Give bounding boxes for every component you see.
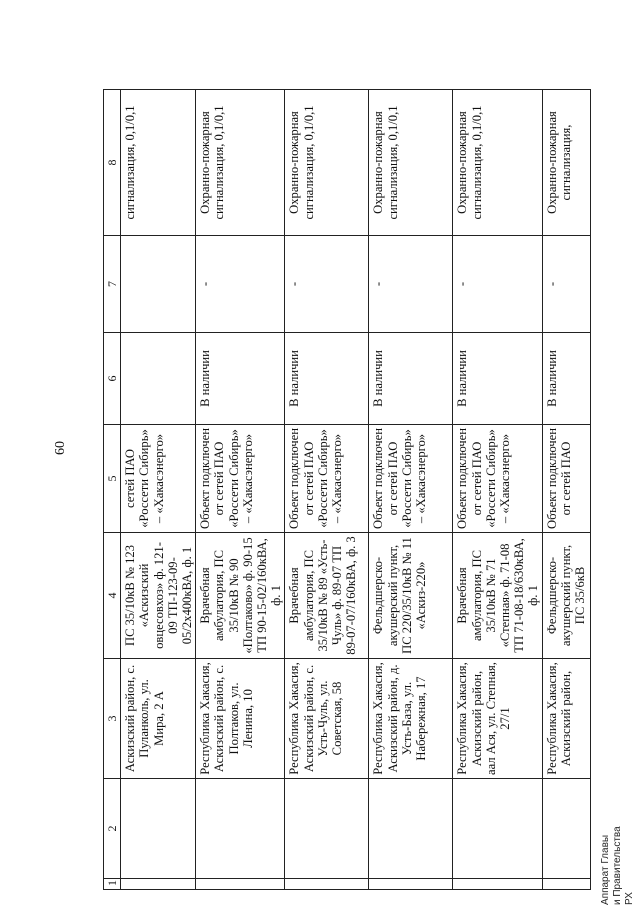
- cell-power-source: Врачебная амбулатория, ПС 35/10кВ № 90 «Полтаково» ф. 90-15 ТП 90-15-02/160кВА, ф. 1: [196, 533, 285, 659]
- cell-alarm: сигнализация, 0,1/0,1: [121, 90, 196, 236]
- table-row: [285, 90, 369, 890]
- cell-power-source: Фельдшерско-акушерский пункт, ПС 220/35/10кВ № 11 «Аскиз-220»: [369, 533, 453, 659]
- cell-connection: Объект подключен от сетей ПАО «Россети Сибирь» – «Хакасэнерго»: [196, 425, 285, 533]
- cell-alarm: Охранно-пожарная сигнализация, 0,1/0,1: [196, 90, 285, 236]
- cell-col-1: [196, 879, 285, 890]
- cell-connection: Объект подключен от сетей ПАО «Россети Сибирь» – «Хакасэнерго»: [453, 425, 542, 533]
- cell-availability: В наличии: [542, 333, 590, 425]
- cell-col-7: -: [542, 236, 590, 333]
- cell-availability: В наличии: [369, 333, 453, 425]
- header-col-5: 5: [104, 425, 121, 533]
- cell-col-2: [542, 779, 590, 879]
- cell-connection: Объект подключен от сетей ПАО «Россети Сибирь» – «Хакасэнерго»: [285, 425, 369, 533]
- page-number: 60: [53, 441, 68, 455]
- cell-connection: сетей ПАО «Россети Сибирь» – «Хакасэнерго»: [121, 425, 196, 533]
- infrastructure-table: [103, 89, 591, 890]
- header-col-8: 8: [104, 90, 121, 236]
- header-row: [104, 90, 121, 890]
- cell-address: Аскизский район, с. Пуланколь, ул. Мира, 2 А: [121, 659, 196, 779]
- cell-col-2: [369, 779, 453, 879]
- cell-power-source: Врачебная амбулатория, ПС 35/10кВ № 71 «Степная» ф. 71-08 ТП 71-08-18/630кВА, ф. 1: [453, 533, 542, 659]
- table-row: [196, 90, 285, 890]
- cell-connection: Объект подключен от сетей ПАО «Россети Сибирь» – «Хакасэнерго»: [369, 425, 453, 533]
- header-col-6: 6: [104, 333, 121, 425]
- table-row: [121, 90, 196, 890]
- header-col-7: 7: [104, 236, 121, 333]
- header-col-3: 3: [104, 659, 121, 779]
- archive-stamp: [600, 815, 635, 905]
- cell-availability: В наличии: [453, 333, 542, 425]
- cell-power-source: Фельдшерско-акушерский пункт, ПС 35/6кВ: [542, 533, 590, 659]
- cell-alarm: Охранно-пожарная сигнализация, 0,1/0,1: [285, 90, 369, 236]
- cell-col-7: -: [196, 236, 285, 333]
- cell-col-1: [121, 879, 196, 890]
- cell-address: Республика Хакасия, Аскизский район, д. Усть-База, ул. Набережная, 17: [369, 659, 453, 779]
- header-col-4: 4: [104, 533, 121, 659]
- cell-address: Республика Хакасия, Аскизский район, с. Полтаков, ул. Ленина, 10: [196, 659, 285, 779]
- cell-col-2: [121, 779, 196, 879]
- cell-col-7: -: [285, 236, 369, 333]
- cell-col-2: [453, 779, 542, 879]
- cell-power-source: Врачебная амбулатория, ПС 35/10кВ № 89 «Усть-Чуль» ф. 89-07 ТП 89-07-07/160кВА, ф. 3: [285, 533, 369, 659]
- cell-col-7: -: [453, 236, 542, 333]
- header-col-2: 2: [104, 779, 121, 879]
- cell-alarm: Охранно-пожарная сигнализация, 0,1/0,1: [369, 90, 453, 236]
- stamp-line-1: Аппарат Главы: [600, 834, 611, 905]
- table-row: [542, 90, 590, 890]
- table-stage: [103, 90, 588, 890]
- table-row: [369, 90, 453, 890]
- cell-alarm: Охранно-пожарная сигнализация,: [542, 90, 590, 236]
- cell-availability: В наличии: [196, 333, 285, 425]
- cell-availability: В наличии: [285, 333, 369, 425]
- cell-col-1: [542, 879, 590, 890]
- cell-address: Республика Хакасия, Аскизский район, аал Ася, ул. Степная, 27/1: [453, 659, 542, 779]
- stamp-line-2: и Правительства РХ: [612, 826, 635, 905]
- cell-col-1: [453, 879, 542, 890]
- cell-col-2: [285, 779, 369, 879]
- cell-power-source: ПС 35/10кВ № 123 «Аскизский овцесовхоз» ф. 121-09 ТП-123-09-05/2х400кВА, ф. 1: [121, 533, 196, 659]
- cell-address: Республика Хакасия, Аскизский район, с. Усть-Чуль, ул. Советская, 58: [285, 659, 369, 779]
- cell-address: Республика Хакасия, Аскизский район,: [542, 659, 590, 779]
- cell-connection: Объект подключен от сетей ПАО: [542, 425, 590, 533]
- cell-col-1: [369, 879, 453, 890]
- cell-availability: [121, 333, 196, 425]
- cell-col-1: [285, 879, 369, 890]
- table-row: [453, 90, 542, 890]
- cell-col-2: [196, 779, 285, 879]
- header-col-1: 1: [104, 879, 121, 890]
- cell-col-7: -: [369, 236, 453, 333]
- cell-col-7: [121, 236, 196, 333]
- cell-alarm: Охранно-пожарная сигнализация, 0,1/0,1: [453, 90, 542, 236]
